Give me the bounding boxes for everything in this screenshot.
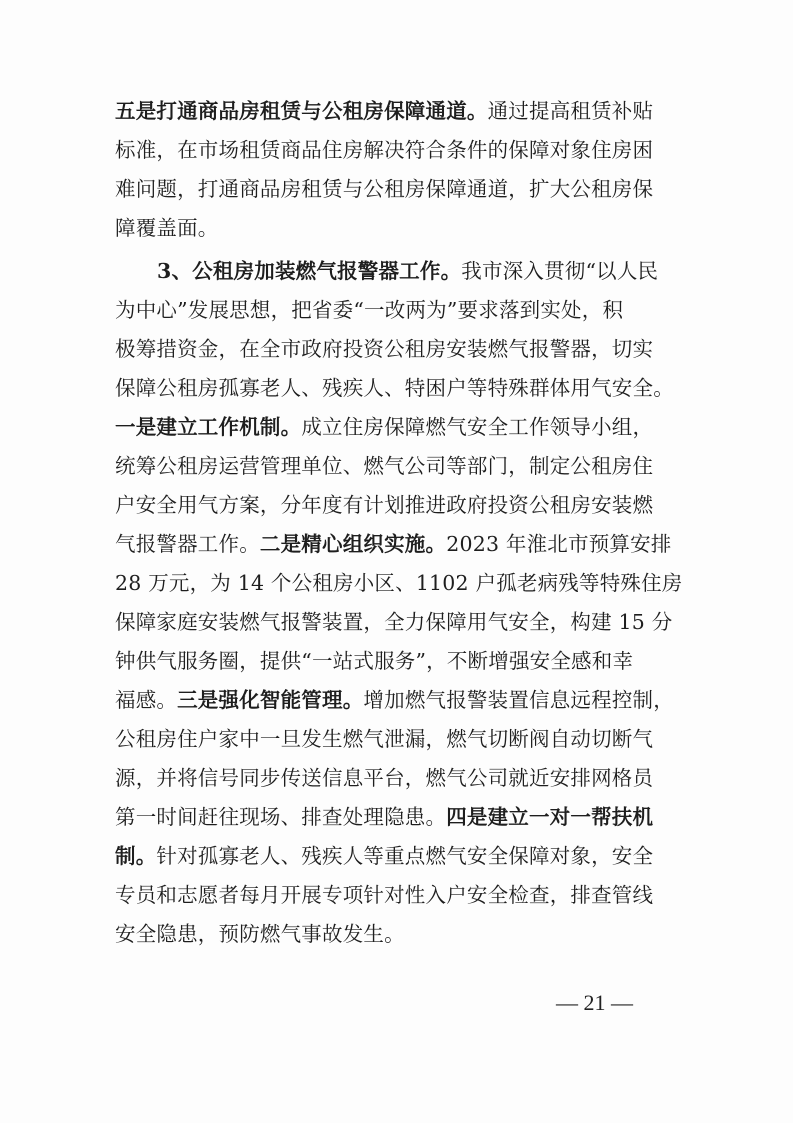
text-line [115,603,695,642]
text-line [115,876,695,915]
bold-heading: 五是打通商品房租赁与公租房保障通道。 [115,99,488,123]
text-run: 户安全用气方案，分年度有计划推进政府投资公租房安装燃 [115,493,654,517]
body-text [115,92,695,954]
text-run: 钟供气服务圈，提供“一站式服务”，不断增强安全感和幸 [115,649,634,673]
text-line [115,837,695,876]
text-line [115,564,695,603]
text-line [115,798,695,837]
text-run: 福感。 [115,688,178,712]
text-run: 保障公租房孤寡老人、残疾人、特困户等特殊群体用气安全。 [115,376,674,400]
bold-heading: 制。 [115,844,157,868]
text-run: 极筹措资金，在全市政府投资公租房安装燃气报警器，切实 [115,337,654,361]
text-line [115,642,695,681]
text-run: 气报警器工作。 [115,532,260,556]
text-run: 保障家庭安装燃气报警装置，全力保障用气安全，构建 15 分 [115,610,673,634]
text-line [115,525,695,564]
text-run: 增加燃气报警装置信息远程控制， [363,688,674,712]
text-run: 难问题，打通商品房租赁与公租房保障通道，扩大公租房保 [115,177,654,201]
text-run: 统筹公租房运营管理单位、燃气公司等部门，制定公租房住 [115,454,654,478]
text-run: 第一时间赶往现场、排查处理隐患。 [115,805,447,829]
text-line [115,369,695,408]
bold-heading: 四是建立一对一帮扶机 [446,805,654,829]
text-line [115,720,695,759]
section-heading-line [115,252,695,291]
page-number: — 21 — [556,990,633,1015]
text-run: 2023 年淮北市预算安排 [446,532,672,556]
text-line [115,915,695,954]
text-line [115,681,695,720]
text-line [115,408,695,447]
text-run: 专员和志愿者每月开展专项针对性入户安全检查，排查管线 [115,883,654,907]
text-line [115,92,695,131]
text-run: 障覆盖面。 [115,216,219,240]
text-line [115,486,695,525]
text-run: 安全隐患，预防燃气事故发生。 [115,922,405,946]
text-line [115,131,695,170]
text-run: 源，并将信号同步传送信息平台，燃气公司就近安排网格员 [115,766,654,790]
text-line [115,209,695,248]
text-line [115,291,695,330]
bold-heading: 二是精心组织实施。 [259,532,447,556]
text-run: 标准，在市场租赁商品住房解决符合条件的保障对象住房困 [115,138,654,162]
text-run: 公租房住户家中一旦发生燃气泄漏，燃气切断阀自动切断气 [115,727,654,751]
text-run: 为中心”发展思想，把省委“一改两为”要求落到实处，积 [115,298,624,322]
text-run: 我市深入贯彻“以人民 [461,259,659,283]
bold-heading: 一是建立工作机制。 [115,415,302,439]
bold-heading: 三是强化智能管理。 [177,688,364,712]
text-run: 28 万元，为 14 个公租房小区、1102 户孤老病残等特殊住房 [115,571,683,595]
section-heading: 3、公租房加装燃气报警器工作。 [157,259,462,283]
text-line [115,759,695,798]
text-line [115,330,695,369]
text-run: 针对孤寡老人、残疾人等重点燃气安全保障对象，安全 [156,844,654,868]
text-run: 通过提高租赁补贴 [487,99,654,123]
text-line [115,447,695,486]
text-line [115,170,695,209]
text-run: 成立住房保障燃气安全工作领导小组， [301,415,654,439]
